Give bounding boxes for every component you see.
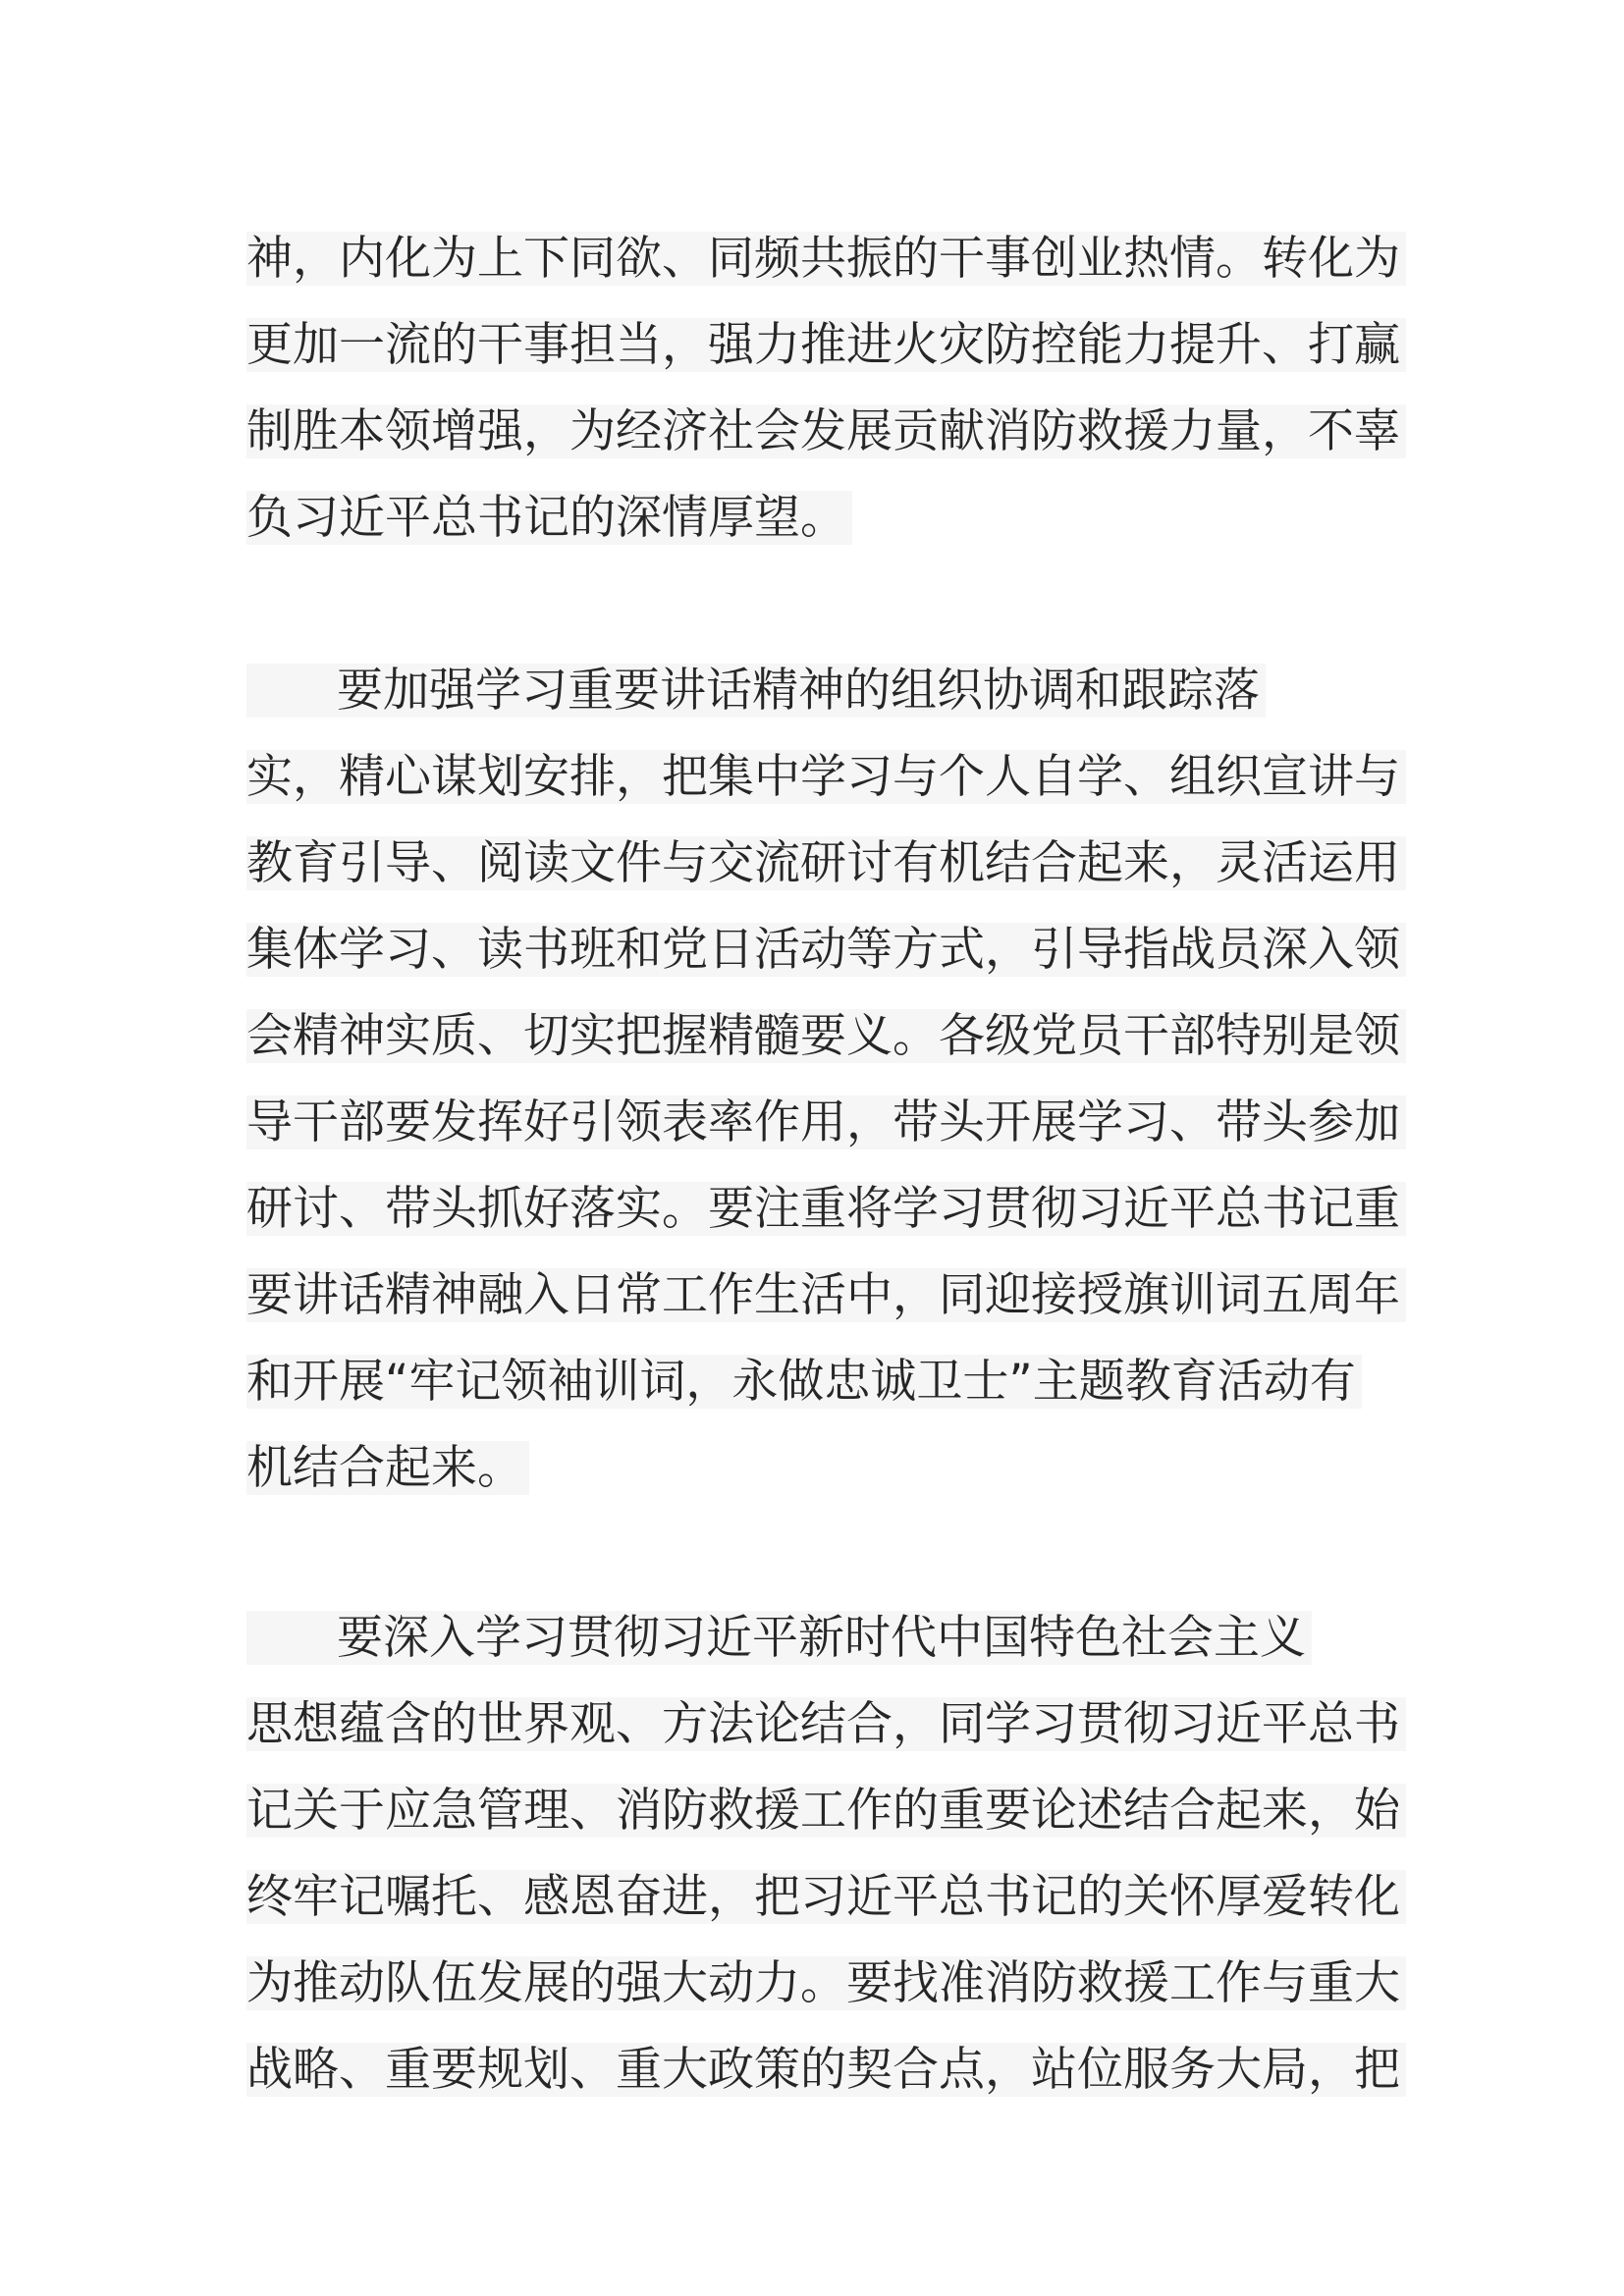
text-line: 制胜本领增强，为经济社会发展贡献消防救援力量，不辜	[246, 389, 1356, 475]
text-line: 更加一流的干事担当，强力推进火灾防控能力提升、打赢	[246, 302, 1356, 389]
text-line: 终牢记嘱托、感恩奋进，把习近平总书记的关怀厚爱转化	[246, 1854, 1356, 1941]
text-line: 实，精心谋划安排，把集中学习与个人自学、组织宣讲与	[246, 734, 1356, 821]
text-line: 导干部要发挥好引领表率作用，带头开展学习、带头参加	[246, 1080, 1356, 1166]
text-line: 为推动队伍发展的强大动力。要找准消防救援工作与重大	[246, 1941, 1356, 2027]
text-line: 机结合起来。	[246, 1425, 1356, 1512]
text-line: 神，内化为上下同欲、同频共振的干事创业热情。转化为	[246, 216, 1356, 302]
text-line: 和开展“牢记领袖训词，永做忠诚卫士”主题教育活动有	[246, 1339, 1356, 1425]
text-line: 要深入学习贯彻习近平新时代中国特色社会主义	[246, 1595, 1356, 1682]
text-line: 要加强学习重要讲话精神的组织协调和跟踪落	[246, 648, 1356, 734]
text-line: 会精神实质、切实把握精髓要义。各级党员干部特别是领	[246, 993, 1356, 1080]
text-line: 思想蕴含的世界观、方法论结合，同学习贯彻习近平总书	[246, 1682, 1356, 1768]
text-line: 集体学习、读书班和党日活动等方式，引导指战员深入领	[246, 907, 1356, 993]
paragraph-2	[246, 648, 1400, 1512]
text-line: 负习近平总书记的深情厚望。	[246, 475, 1356, 561]
text-line: 教育引导、阅读文件与交流研讨有机结合起来，灵活运用	[246, 821, 1356, 907]
paragraph-3	[246, 1595, 1400, 2113]
paragraph-1	[246, 216, 1400, 561]
text-line: 记关于应急管理、消防救援工作的重要论述结合起来，始	[246, 1768, 1356, 1854]
text-line: 战略、重要规划、重大政策的契合点，站位服务大局，把	[246, 2027, 1356, 2113]
text-line: 研讨、带头抓好落实。要注重将学习贯彻习近平总书记重	[246, 1166, 1356, 1253]
text-line: 要讲话精神融入日常工作生活中，同迎接授旗训词五周年	[246, 1253, 1356, 1339]
